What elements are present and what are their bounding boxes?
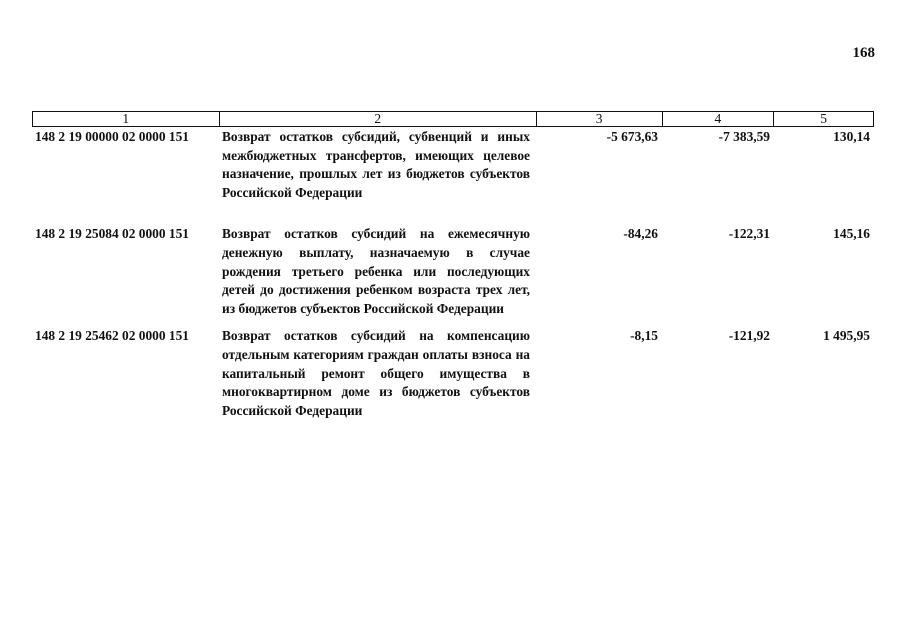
budget-table: [32, 111, 874, 420]
table-row: [32, 327, 874, 420]
budget-code: 148 2 19 25084 02 0000 151: [35, 226, 189, 242]
value-col-5: 145,16: [833, 226, 870, 242]
header-cell-3: 3: [536, 112, 662, 126]
value-col-4: -122,31: [728, 226, 770, 242]
value-col-5: 1 495,95: [823, 328, 870, 344]
value-col-4: -7 383,59: [718, 129, 770, 144]
header-cell-1: 1: [122, 111, 130, 126]
table-header-row: [32, 111, 874, 127]
header-cell-4: 4: [662, 112, 774, 126]
row-description: Возврат остатков субсидий на ежемесячную денежную выплату, назначаемую в случае рождения третьего ребенка или последующих детей до достижения ребенком возраста трех лет, из бюджетов субъектов Российской Федерации: [222, 226, 530, 316]
row-description: Возврат остатков субсидий на компенсацию отдельным категориям граждан оплаты взноса на капитальный ремонт общего имущества в многоквартирном доме из бюджетов субъектов Российской Федерации: [222, 328, 530, 418]
value-col-3: -84,26: [623, 226, 658, 242]
value-col-4: -121,92: [728, 328, 770, 344]
budget-code: 148 2 19 25462 02 0000 151: [35, 328, 189, 344]
table-row: [32, 225, 874, 318]
header-cell-5: 5: [773, 112, 873, 126]
page-number: 168: [852, 45, 875, 61]
row-description: Возврат остатков субсидий, субвенций и иных межбюджетных трансфертов, имеющих целевое назначение, прошлых лет из бюджетов субъектов Российской Федерации: [222, 129, 530, 200]
table-row: [32, 128, 874, 202]
value-col-3: -5 673,63: [606, 129, 658, 144]
value-col-3: -8,15: [630, 328, 658, 344]
header-cell-2: 2: [219, 112, 536, 126]
budget-code: 148 2 19 00000 02 0000 151: [35, 129, 189, 144]
value-col-5: 130,14: [833, 129, 870, 144]
